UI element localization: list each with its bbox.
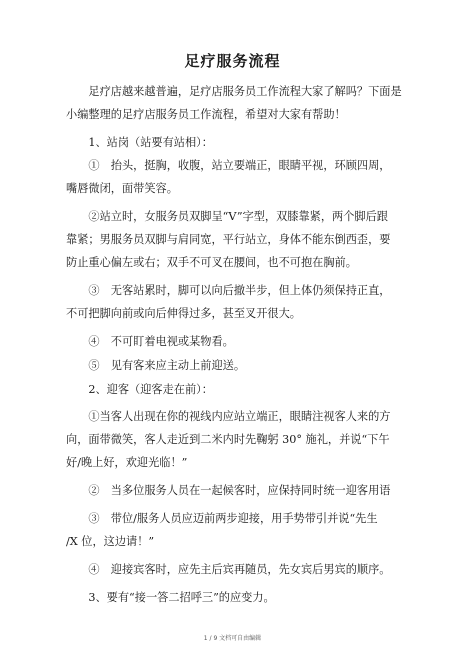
paragraph-line: /X 位，这边请！” bbox=[66, 535, 155, 548]
paragraph-line: ② 当多位服务人员在一起候客时，应保持同时统一迎客用语 bbox=[66, 484, 391, 497]
paragraph-line: 2、迎客（迎客走在前）： bbox=[66, 383, 213, 396]
paragraph-line: 嘴唇微闭，面带笑容。 bbox=[66, 182, 178, 195]
paragraph-line: ④ 迎接宾客时，应先主后宾再随员，先女宾后男宾的顺序。 bbox=[66, 563, 391, 576]
paragraph-line: ②站立时，女服务员双脚呈“V”字型，双膝靠紧，两个脚后跟 bbox=[66, 210, 388, 223]
paragraph-line: 3、要有“接一答二招呼三”的应变力。 bbox=[66, 591, 275, 604]
paragraph-line: ①当客人出现在你的视线内应站立端正，眼睛注视客人来的方 bbox=[66, 410, 391, 423]
paragraph-line: 向，面带微笑，客人走近到二米内时先鞠躬 30° 施礼，并说“下午 bbox=[66, 433, 390, 446]
paragraph-line: ③ 无客站累时，脚可以向后撤半步，但上体仍须保持正直， bbox=[66, 284, 391, 297]
paragraph-line: ③ 带位/服务人员应迈前两步迎接，用手势带引并说“先生 bbox=[66, 512, 378, 525]
page-title: 足疗服务流程 bbox=[184, 52, 281, 70]
paragraph-line: 防止重心偏左或右；双手不可叉在腰间，也不可抱在胸前。 bbox=[66, 256, 357, 269]
paragraph-line: 不可把脚向前或向后伸得过多，甚至叉开很大。 bbox=[66, 307, 301, 320]
paragraph-line: ④ 不可盯着电视或某物看。 bbox=[66, 335, 234, 348]
paragraph-line: 足疗店越来越普遍，足疗店服务员工作流程大家了解吗？下面是 bbox=[66, 85, 402, 98]
paragraph-line: 靠紧；男服务员双脚与肩同宽，平行站立，身体不能东倒西歪，要 bbox=[66, 233, 391, 246]
paragraph-line: ① 抬头，挺胸，收腹，站立要端正，眼睛平视，环顾四周， bbox=[66, 159, 391, 172]
page-footer: 1 / 9 文档可自由编辑 bbox=[203, 635, 262, 642]
paragraph-line: 好/晚上好，欢迎光临！” bbox=[66, 456, 188, 469]
paragraph-line: ⑤ 见有客来应主动上前迎送。 bbox=[66, 359, 246, 372]
paragraph-line: 1、站岗（站要有站相）： bbox=[66, 136, 213, 149]
paragraph-line: 小编整理的足疗店服务员工作流程，希望对大家有帮助！ bbox=[66, 108, 346, 121]
